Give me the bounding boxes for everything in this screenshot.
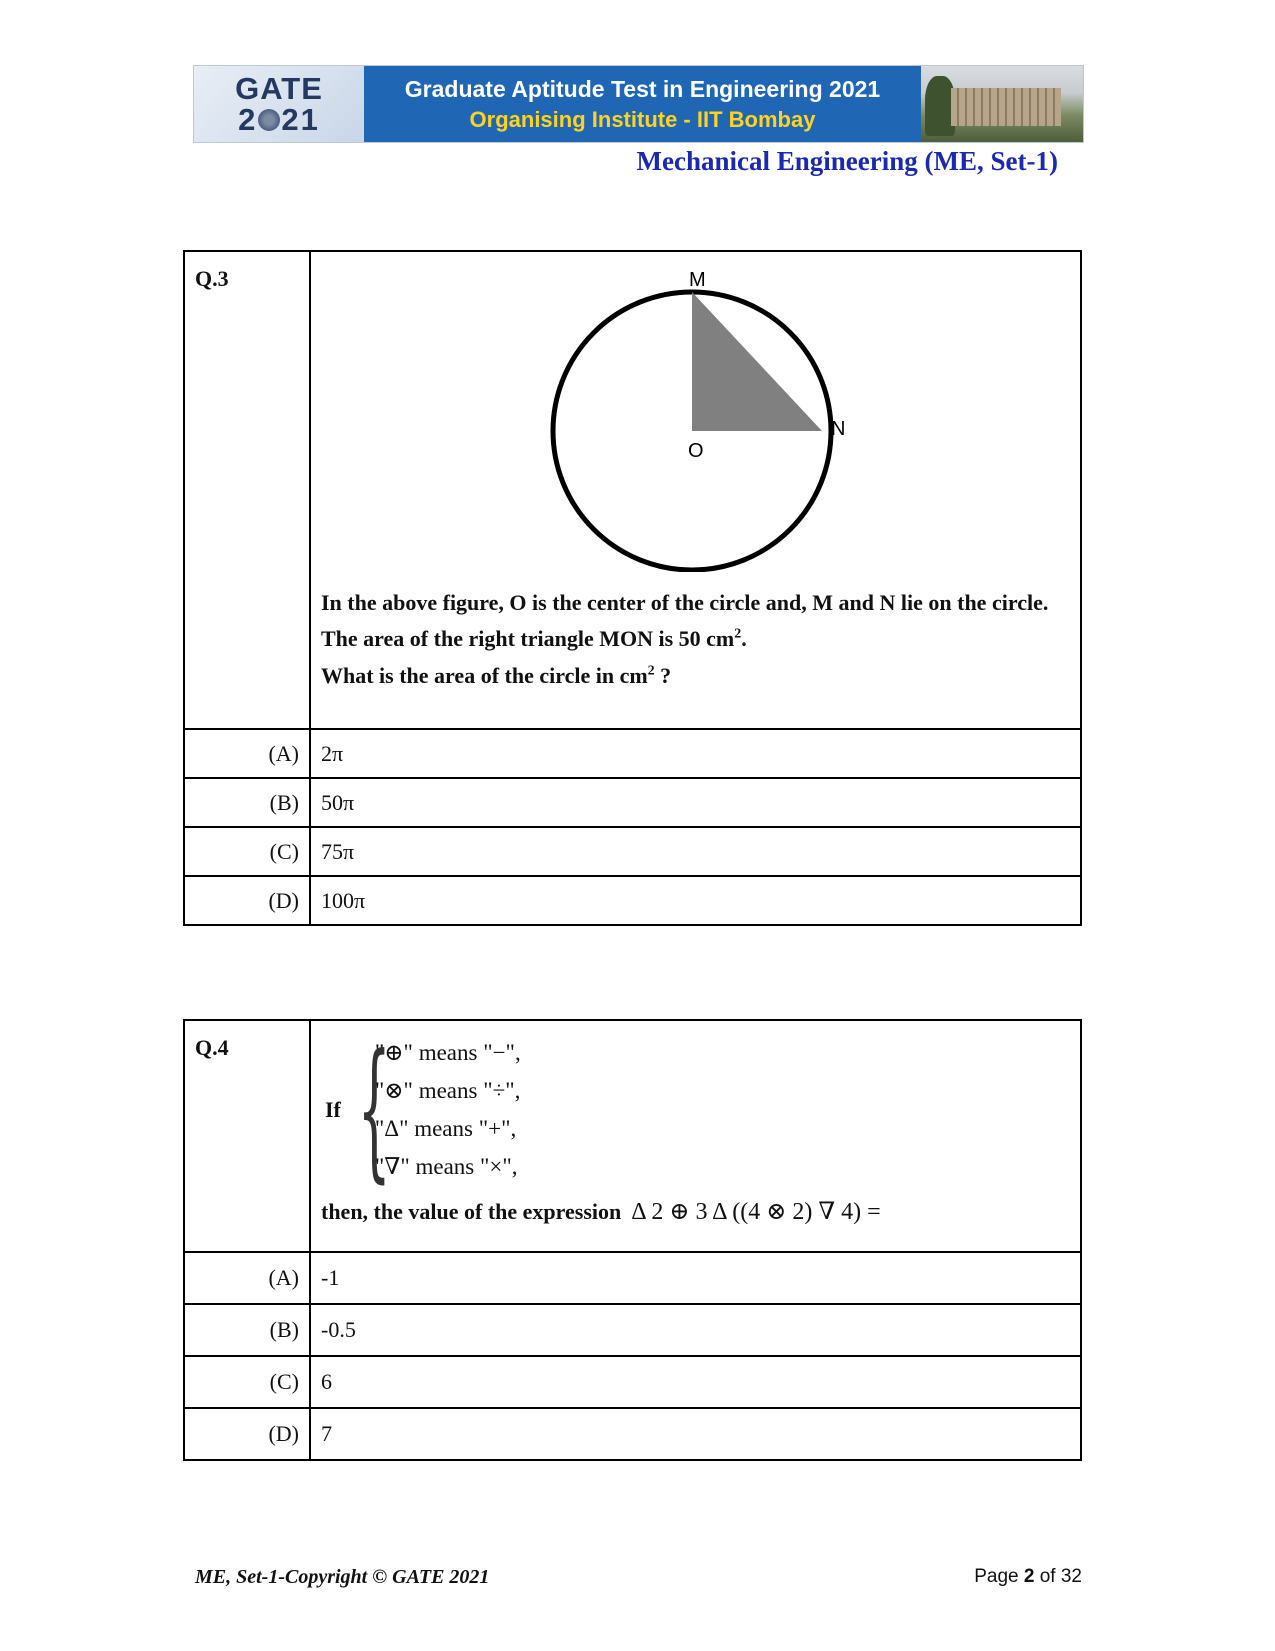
definitions-block (325, 1023, 1070, 1197)
option-value: -1 (310, 1252, 1081, 1304)
option-value: -0.5 (310, 1304, 1081, 1356)
header-banner (193, 65, 1084, 143)
option-row (184, 1408, 1081, 1460)
option-label: (B) (184, 778, 310, 827)
question-4-table (183, 1019, 1082, 1461)
banner-organiser: Organising Institute - IIT Bombay (469, 106, 816, 132)
if-word: If (325, 1097, 341, 1122)
text-segment: The area of the right triangle MON is 50 cm (321, 626, 735, 652)
footer-copyright: ME, Set-1-Copyright © GATE 2021 (195, 1566, 490, 1588)
option-row (184, 778, 1081, 827)
campus-photo (921, 66, 1083, 142)
brace-icon: { (357, 1023, 391, 1197)
option-label: (C) (184, 1356, 310, 1408)
option-value: 50π (310, 778, 1081, 827)
option-row (184, 1252, 1081, 1304)
question-number: Q.3 (184, 251, 310, 729)
subject-title: Mechanical Engineering (ME, Set-1) (636, 146, 1058, 176)
question-text-2 (321, 626, 1070, 652)
definition-line: "Δ" means "+", (374, 1116, 517, 1141)
question-number: Q.4 (184, 1020, 310, 1252)
logo-year (238, 104, 320, 135)
option-value: 7 (310, 1408, 1081, 1460)
gate-logo (194, 66, 364, 142)
logo-year-left: 2 (238, 102, 258, 137)
label-n: N (830, 418, 845, 440)
building-shape (951, 88, 1061, 126)
option-value: 100π (310, 876, 1081, 925)
definition-line: "⊕" means "−", (374, 1040, 521, 1065)
option-label: (D) (184, 876, 310, 925)
text-segment: ? (654, 662, 672, 688)
page-of: of 32 (1039, 1566, 1082, 1587)
banner-band (364, 66, 921, 142)
text-segment: . (741, 626, 747, 652)
page-num: 2 (1023, 1566, 1035, 1587)
seal-icon (258, 109, 280, 131)
option-value: 75π (310, 827, 1081, 876)
question-3-table (183, 250, 1082, 926)
option-value: 2π (310, 729, 1081, 778)
option-row (184, 1356, 1081, 1408)
label-o: O (687, 440, 704, 462)
text-segment: What is the area of the circle in cm (321, 662, 648, 688)
logo-word: GATE (235, 71, 323, 106)
question-text-3 (321, 663, 1070, 689)
superscript: 2 (734, 627, 742, 643)
superscript: 2 (647, 663, 655, 679)
label-m: M (688, 272, 706, 291)
question-body (310, 1020, 1081, 1252)
option-label: (A) (184, 729, 310, 778)
expression: Δ 2 ⊕ 3 Δ ((4 ⊗ 2) ∇ 4) = (631, 1199, 881, 1225)
option-label: (D) (184, 1408, 310, 1460)
definition-line: "⊗" means "÷", (374, 1078, 521, 1103)
option-row (184, 1304, 1081, 1356)
logo-year-right: 21 (281, 102, 320, 137)
option-row (184, 729, 1081, 778)
option-label: (C) (184, 827, 310, 876)
expression-row (321, 1197, 1070, 1226)
triangle-mon (692, 292, 822, 431)
question-body (310, 251, 1081, 729)
option-value: 6 (310, 1356, 1081, 1408)
expression-lead: then, the value of the expression (321, 1198, 622, 1224)
option-label: (B) (184, 1304, 310, 1356)
option-row (184, 876, 1081, 925)
option-row (184, 827, 1081, 876)
option-label: (A) (184, 1252, 310, 1304)
circle-figure (516, 272, 876, 572)
question-text-1: In the above figure, O is the center of the circle and, M and N lie on the circle. (321, 590, 1049, 615)
definition-line: "∇" means "×", (374, 1154, 518, 1179)
footer-page-number (974, 1566, 1082, 1588)
page-word: Page (974, 1566, 1019, 1587)
definitions-list (375, 1040, 521, 1180)
banner-title: Graduate Aptitude Test in Engineering 2021 (404, 75, 881, 102)
